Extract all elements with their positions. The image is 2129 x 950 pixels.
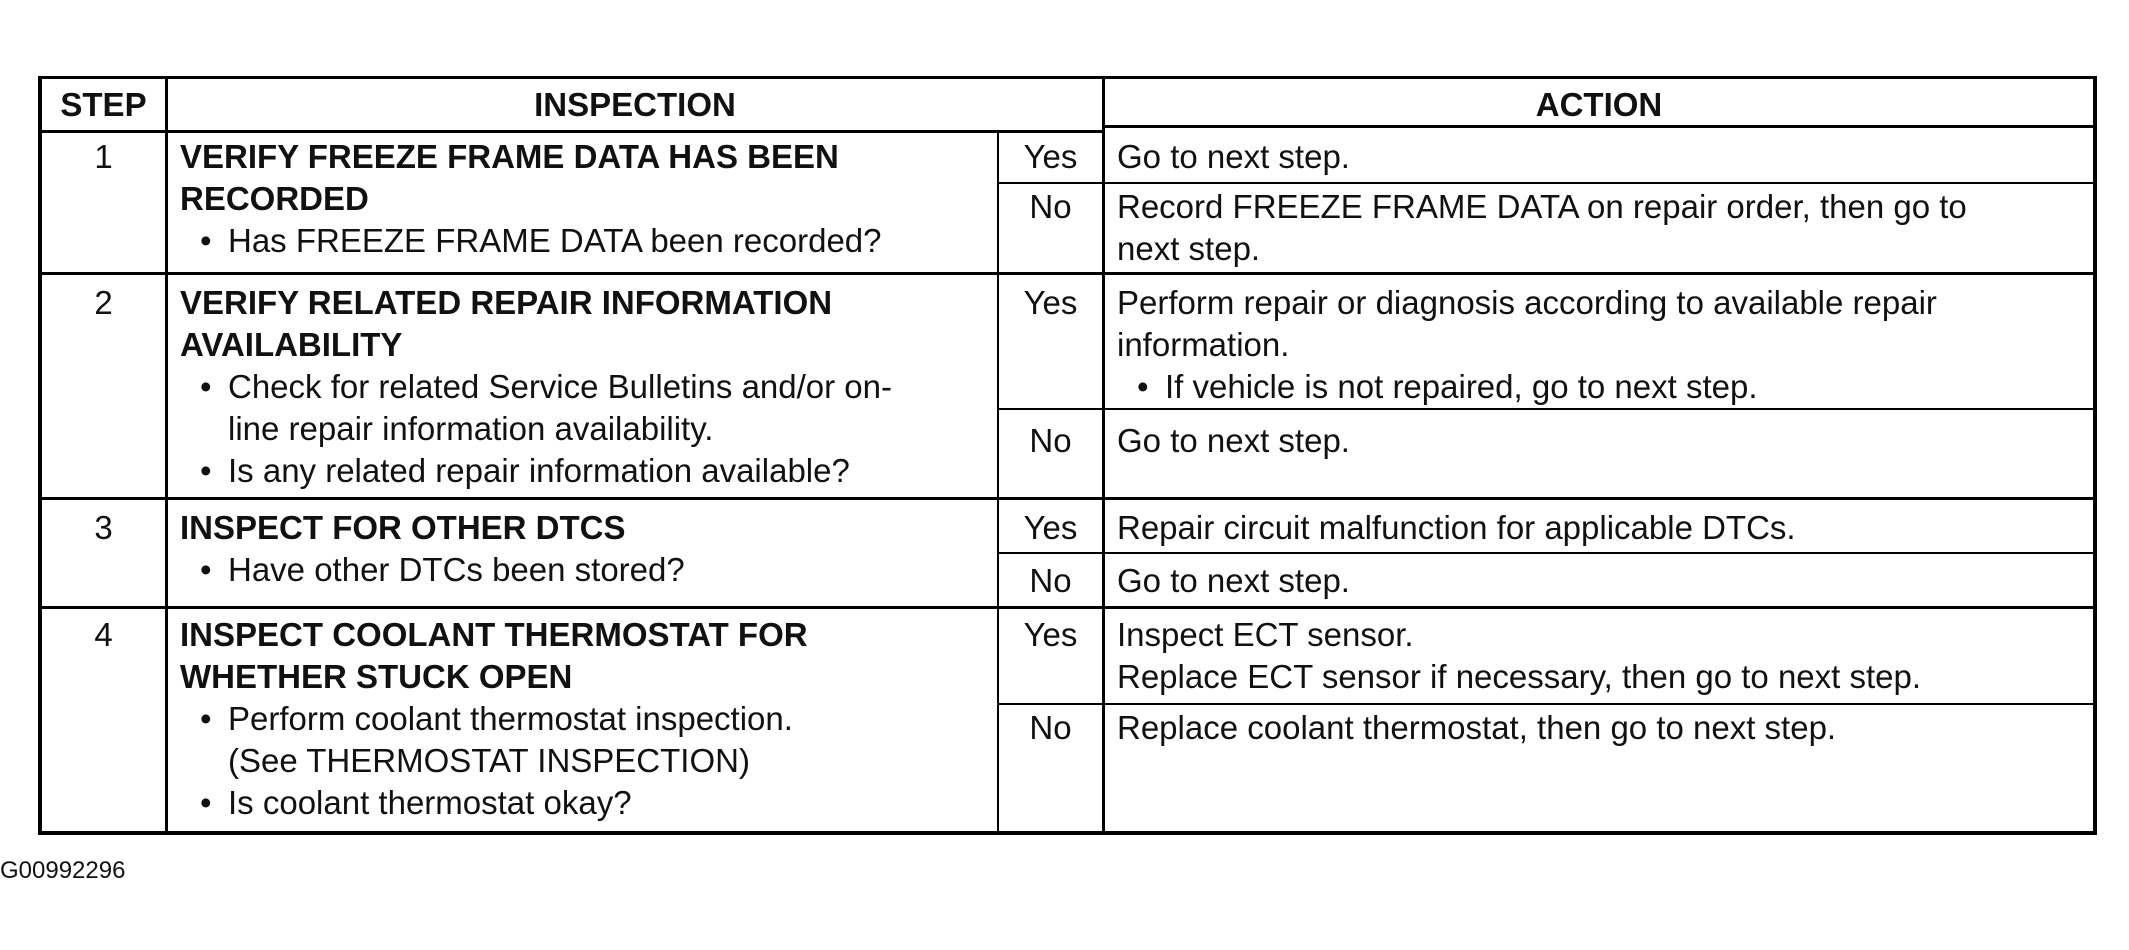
action-line: Replace coolant thermostat, then go to next step. <box>1117 709 1837 746</box>
yes-no-separator-1 <box>997 182 2096 184</box>
action-line: Replace ECT sensor if necessary, then go to next step. <box>1117 658 1922 695</box>
table-border-bottom <box>38 831 2096 835</box>
inspection-cell <box>180 614 995 824</box>
table-border-right <box>2093 76 2097 835</box>
inspection-bullet: • Is coolant thermostat okay? <box>180 782 995 824</box>
row-separator-2 <box>38 497 2096 500</box>
action-line: Inspect ECT sensor. <box>1117 616 1414 653</box>
yes-label: Yes <box>1023 509 1078 546</box>
no-action <box>1117 420 2092 462</box>
row-separator-1 <box>38 272 2096 275</box>
action-line: Go to next step. <box>1117 422 1350 459</box>
action-bullet: • If vehicle is not repaired, go to next step. <box>1117 366 2092 408</box>
no-label: No <box>1029 562 1072 599</box>
inspection-bullet: • Have other DTCs been stored? <box>180 549 995 591</box>
yes-action <box>1117 507 2092 549</box>
col-divider-step <box>165 76 168 835</box>
inspection-bullet-continued: (See THERMOSTAT INSPECTION) <box>228 742 750 779</box>
yes-action <box>1117 136 2092 178</box>
action-line: information. <box>1117 326 1290 363</box>
inspection-bullet: • Perform coolant thermostat inspection. <box>180 698 995 740</box>
no-label: No <box>1029 188 1072 225</box>
inspection-title: WHETHER STUCK OPEN <box>180 658 573 695</box>
yes-action <box>1117 614 2092 698</box>
action-line: next step. <box>1117 230 1261 267</box>
table-border-left <box>38 76 42 835</box>
step-number: 3 <box>94 509 113 546</box>
yes-no-separator-3 <box>997 552 2096 554</box>
no-action <box>1117 707 2092 749</box>
inspection-title: RECORDED <box>180 180 369 217</box>
yes-action <box>1117 282 2092 408</box>
inspection-bullet: • Check for related Service Bulletins and/or on- <box>180 366 995 408</box>
inspection-title: AVAILABILITY <box>180 326 403 363</box>
step-number: 2 <box>94 284 113 321</box>
header-action: ACTION <box>1535 86 1663 123</box>
yes-no-separator-4 <box>997 703 2096 705</box>
inspection-cell <box>180 282 995 492</box>
action-line: Go to next step. <box>1117 138 1350 175</box>
header-step: STEP <box>60 86 147 123</box>
figure-id: G00992296 <box>0 857 126 884</box>
no-action <box>1117 186 2092 270</box>
no-action <box>1117 560 2092 602</box>
no-label: No <box>1029 709 1072 746</box>
inspection-cell <box>180 507 995 591</box>
row-separator-3 <box>38 606 2096 609</box>
no-label: No <box>1029 422 1072 459</box>
yes-label: Yes <box>1023 138 1078 175</box>
inspection-bullet-continued: line repair information availability. <box>228 410 714 447</box>
table-border-top <box>38 76 2096 79</box>
inspection-cell <box>180 136 995 262</box>
header-inspection: INSPECTION <box>534 86 736 123</box>
step-number: 4 <box>94 616 113 653</box>
inspection-bullet: • Has FREEZE FRAME DATA been recorded? <box>180 220 995 262</box>
inspection-title: VERIFY RELATED REPAIR INFORMATION <box>180 284 833 321</box>
yes-label: Yes <box>1023 284 1078 321</box>
yes-label: Yes <box>1023 616 1078 653</box>
inspection-bullet: • Is any related repair information available? <box>180 450 995 492</box>
inspection-title: VERIFY FREEZE FRAME DATA HAS BEEN <box>180 138 839 175</box>
header-separator-left <box>38 130 1102 133</box>
col-divider-action <box>1102 76 1105 835</box>
yes-no-separator-2 <box>997 408 2096 410</box>
inspection-title: INSPECT COOLANT THERMOSTAT FOR <box>180 616 808 653</box>
action-line: Perform repair or diagnosis according to available repair <box>1117 284 1937 321</box>
action-line: Repair circuit malfunction for applicable DTCs. <box>1117 509 1796 546</box>
action-line: Go to next step. <box>1117 562 1350 599</box>
action-line: Record FREEZE FRAME DATA on repair order, then go to <box>1117 188 1967 225</box>
step-number: 1 <box>94 138 113 175</box>
inspection-title: INSPECT FOR OTHER DTCS <box>180 509 626 546</box>
